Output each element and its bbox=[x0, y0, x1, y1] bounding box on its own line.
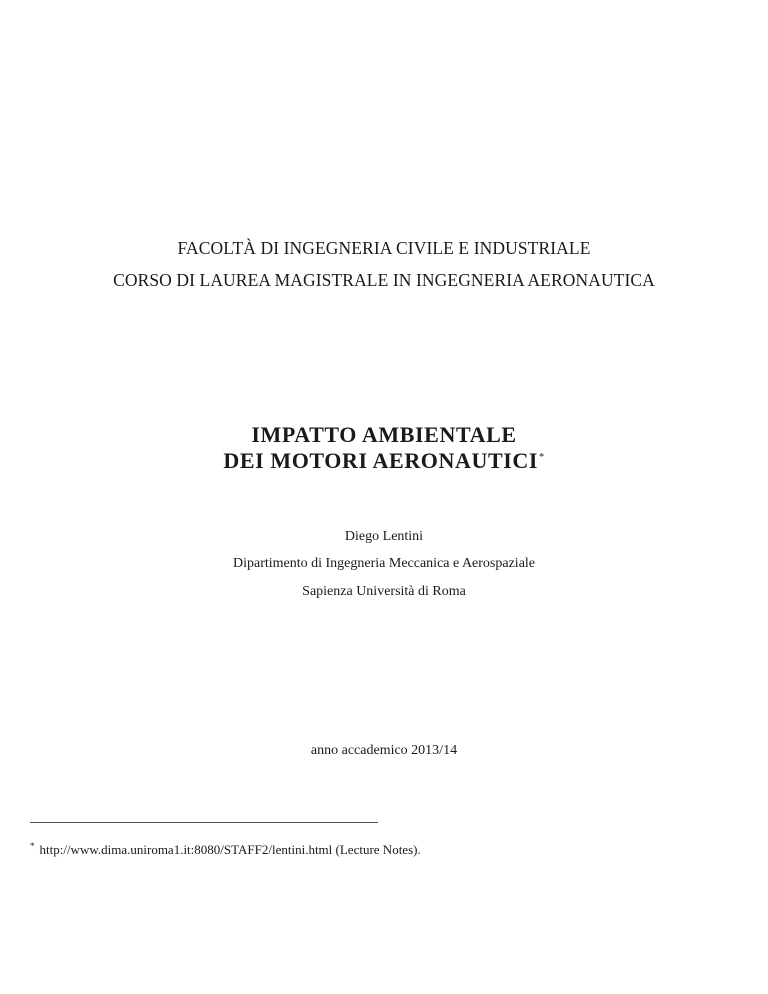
document-title-line-1: IMPATTO AMBIENTALE bbox=[251, 422, 517, 447]
author-university: Sapienza Università di Roma bbox=[302, 584, 466, 599]
faculty-name: FACOLTÀ DI INGEGNERIA CIVILE E INDUSTRIALE bbox=[177, 238, 591, 258]
document-title-line-2-text: DEI MOTORI AERONAUTICI bbox=[223, 448, 539, 473]
author-department: Dipartimento di Ingegneria Meccanica e Aerospaziale bbox=[232, 556, 536, 571]
title-footnote-marker: * bbox=[539, 451, 545, 463]
footnote-text: http://www.dima.uniroma1.it:8080/STAFF2/lentini.html (Lecture Notes). bbox=[39, 842, 421, 857]
course-name: CORSO DI LAUREA MAGISTRALE IN INGEGNERIA AERONAUTICA bbox=[113, 270, 655, 290]
footnote-divider bbox=[30, 822, 378, 823]
academic-year: anno accademico 2013/14 bbox=[310, 743, 458, 758]
author-name: Diego Lentini bbox=[344, 529, 424, 544]
footnote-marker: * bbox=[30, 840, 35, 851]
document-title-line-2 bbox=[0, 448, 768, 474]
footnote bbox=[30, 842, 421, 858]
